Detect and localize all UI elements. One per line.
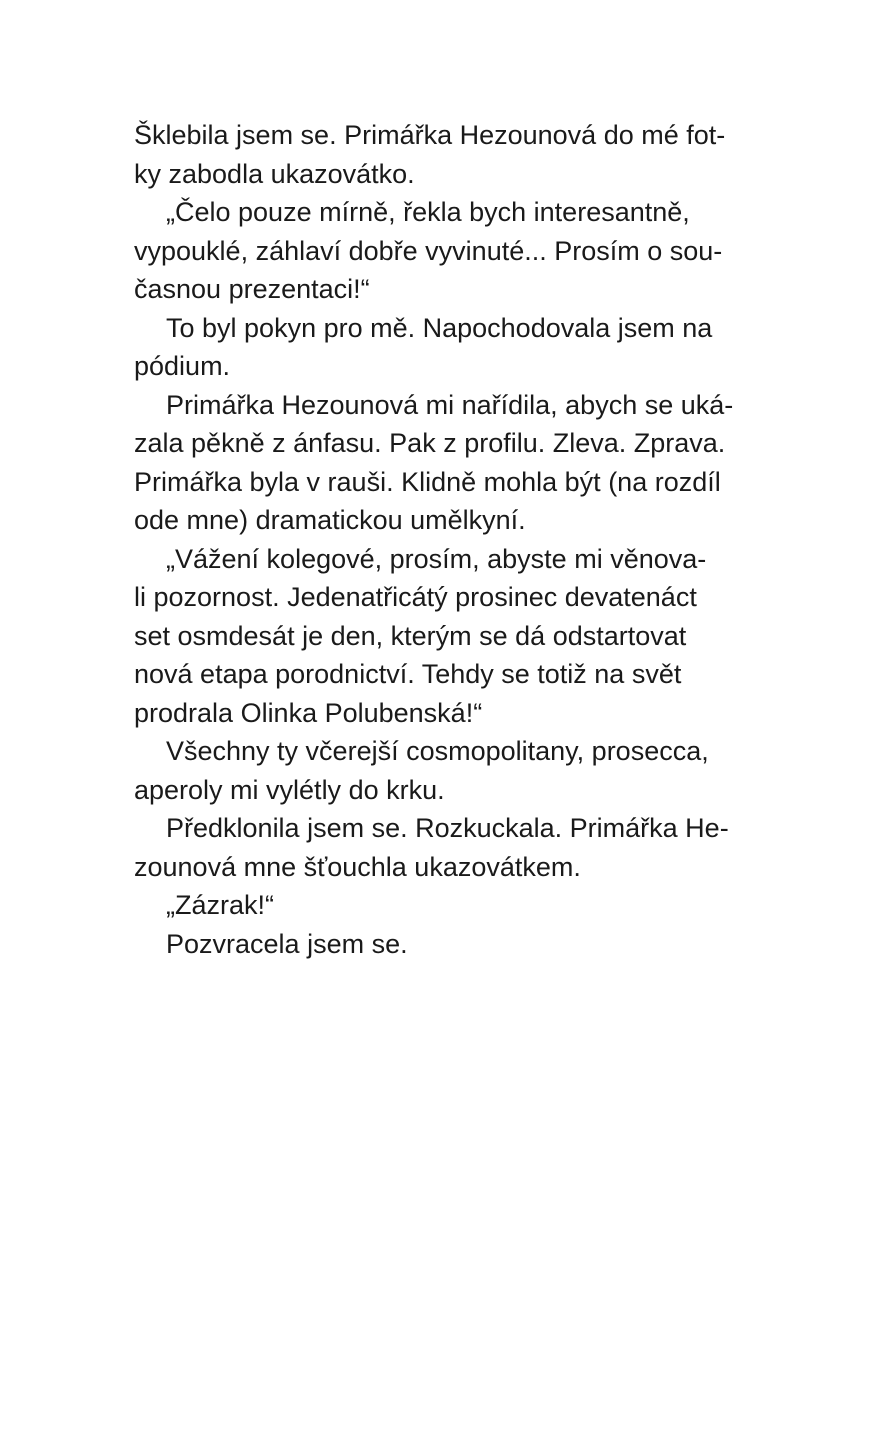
text-line-4: vypouklé, záhlaví dobře vyvinuté... Prosím o sou- bbox=[134, 235, 723, 266]
text-line-6: To byl pokyn pro mě. Napochodovala jsem na bbox=[166, 312, 713, 343]
text-line-2: ky zabodla ukazovátko. bbox=[134, 158, 415, 189]
text-line-8: Primářka Hezounová mi nařídila, abych se uká- bbox=[166, 389, 734, 420]
page-text bbox=[134, 116, 774, 963]
text-line-20: zounová mne šťouchla ukazovátkem. bbox=[134, 851, 581, 882]
text-line-14: set osmdesát je den, kterým se dá odstartovat bbox=[134, 620, 687, 651]
text-line-7: pódium. bbox=[134, 351, 231, 381]
text-line-9: zala pěkně z ánfasu. Pak z profilu. Zleva. Zprava. bbox=[134, 428, 726, 458]
text-line-11: ode mne) dramatickou umělkyní. bbox=[134, 505, 526, 535]
text-line-5: časnou prezentaci!“ bbox=[134, 274, 370, 304]
text-line-18: aperoly mi vylétly do krku. bbox=[134, 774, 445, 805]
text-line-19: Předklonila jsem se. Rozkuckala. Primářka He- bbox=[166, 813, 729, 843]
text-line-16: prodrala Olinka Polubenská!“ bbox=[134, 697, 483, 728]
text-line-12: „Vážení kolegové, prosím, abyste mi věnova- bbox=[166, 543, 707, 574]
text-line-3: „Čelo pouze mírně, řekla bych interesantně, bbox=[166, 197, 690, 227]
text-line-15: nová etapa porodnictví. Tehdy se totiž na svět bbox=[134, 659, 682, 689]
text-line-17: Všechny ty včerejší cosmopolitany, prosecca, bbox=[166, 736, 709, 766]
text-line-10: Primářka byla v rauši. Klidně mohla být (na rozdíl bbox=[134, 466, 721, 497]
text-line-13: li pozornost. Jedenatřicátý prosinec devatenáct bbox=[134, 582, 697, 612]
text-line-22: Pozvracela jsem se. bbox=[166, 928, 408, 959]
text-line-1: Šklebila jsem se. Primářka Hezounová do mé fot- bbox=[134, 120, 726, 150]
text-line-21: „Zázrak!“ bbox=[166, 890, 274, 920]
